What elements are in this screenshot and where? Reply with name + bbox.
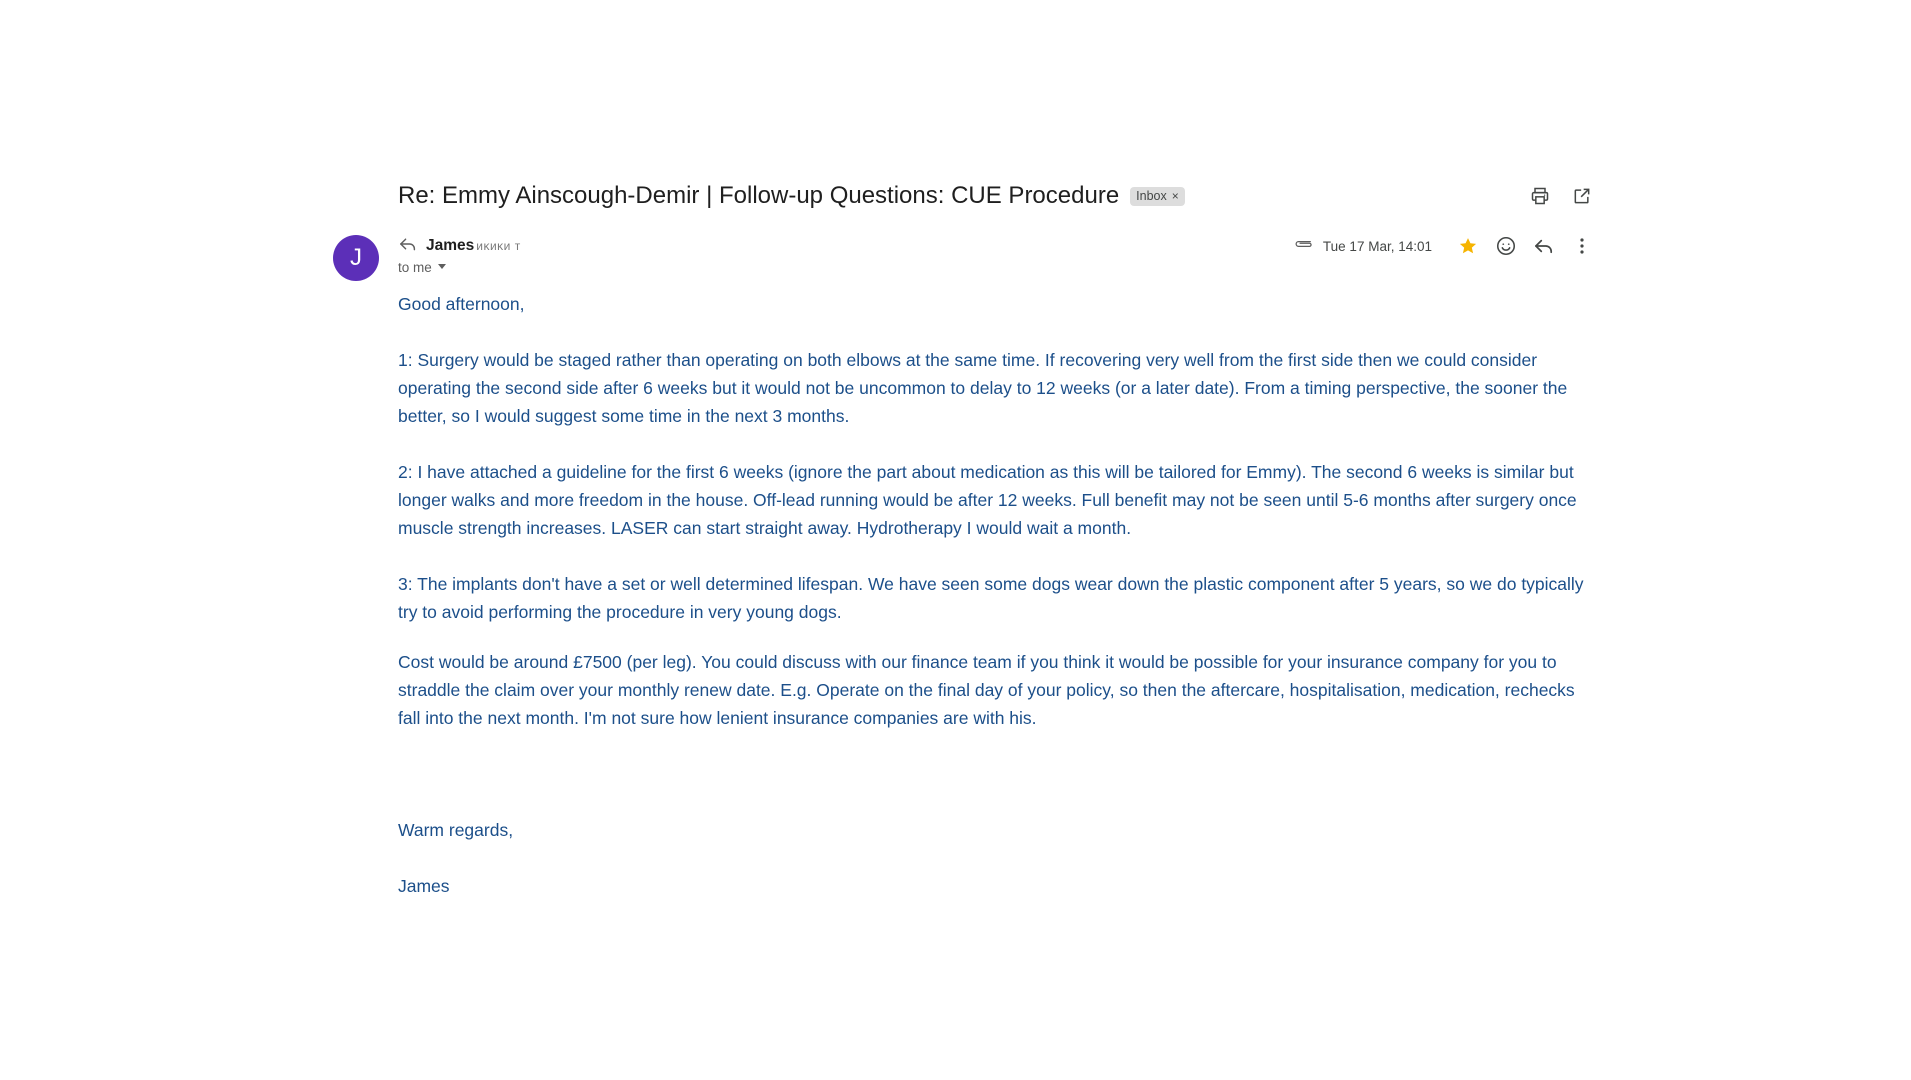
email-subject: Re: Emmy Ainscough-Demir | Follow-up Questions: CUE Procedure — [398, 182, 1120, 209]
caret-down-icon[interactable] — [436, 260, 448, 275]
top-actions — [1528, 184, 1594, 208]
body-paragraph-3: 3: The implants don't have a set or well determined lifespan. We have seen some dogs wear down the plastic component after 5 years, so we do typically try to avoid performing the procedure in very young dogs. — [398, 574, 1584, 622]
reply-arrow-icon — [398, 236, 418, 257]
body-paragraph-cost: Cost would be around £7500 (per leg). You could discuss with our finance team if you think it would be possible for your insurance company for you to straddle the claim over your monthly renew date. E.g. Operate on the final day of your policy, so then the aftercare, hospitalisation, medication, rechecks fall into the next month. I'm not sure how lenient insurance companies are with his. — [398, 652, 1575, 728]
sender-name[interactable]: James — [426, 237, 475, 254]
sender-avatar[interactable]: J — [333, 235, 379, 281]
reply-icon[interactable] — [1532, 234, 1556, 258]
body-paragraph-1: 1: Surgery would be staged rather than operating on both elbows at the same time. If recovering very well from the first side then we could consider operating the second side after 6 weeks but it would not be uncommon to delay to 12 weeks (or a later date). From a timing perspective, the sooner the better, so I would suggest some time in the next 3 months. — [398, 350, 1568, 426]
open-in-new-window-icon[interactable] — [1570, 184, 1594, 208]
remove-label-button[interactable]: × — [1171, 188, 1179, 203]
recipient-text: to me — [398, 260, 432, 275]
body-greeting: Good afternoon, — [398, 294, 525, 314]
inbox-label-chip[interactable] — [1130, 187, 1185, 206]
message-actions — [1293, 234, 1594, 258]
message-date: Tue 17 Mar, 14:01 — [1322, 238, 1432, 254]
star-icon[interactable] — [1456, 234, 1480, 258]
paperclip-icon — [1293, 237, 1315, 256]
printer-icon[interactable] — [1528, 184, 1552, 208]
sender-redacted-text: ᴎᴋᴎᴋᴎ ᴛ — [476, 239, 521, 253]
inbox-label-text: Inbox — [1136, 188, 1167, 203]
body-signature: James — [398, 876, 450, 896]
message-body — [398, 290, 1598, 900]
body-signoff: Warm regards, — [398, 820, 514, 840]
subject-row — [398, 178, 1594, 214]
more-vertical-icon[interactable] — [1570, 234, 1594, 258]
sender-row — [398, 234, 521, 258]
emoji-reaction-icon[interactable] — [1494, 234, 1518, 258]
body-paragraph-2: 2: I have attached a guideline for the first 6 weeks (ignore the part about medication as this will be tailored for Emmy). The second 6 weeks is similar but longer walks and more freedom in the house. Off-lead running would be after 12 weeks. Full benefit may not be seen until 5-6 months after surgery once muscle strength increases. LASER can start straight away. Hydrotherapy I would wait a month. — [398, 462, 1577, 538]
recipient-row[interactable] — [398, 260, 448, 275]
